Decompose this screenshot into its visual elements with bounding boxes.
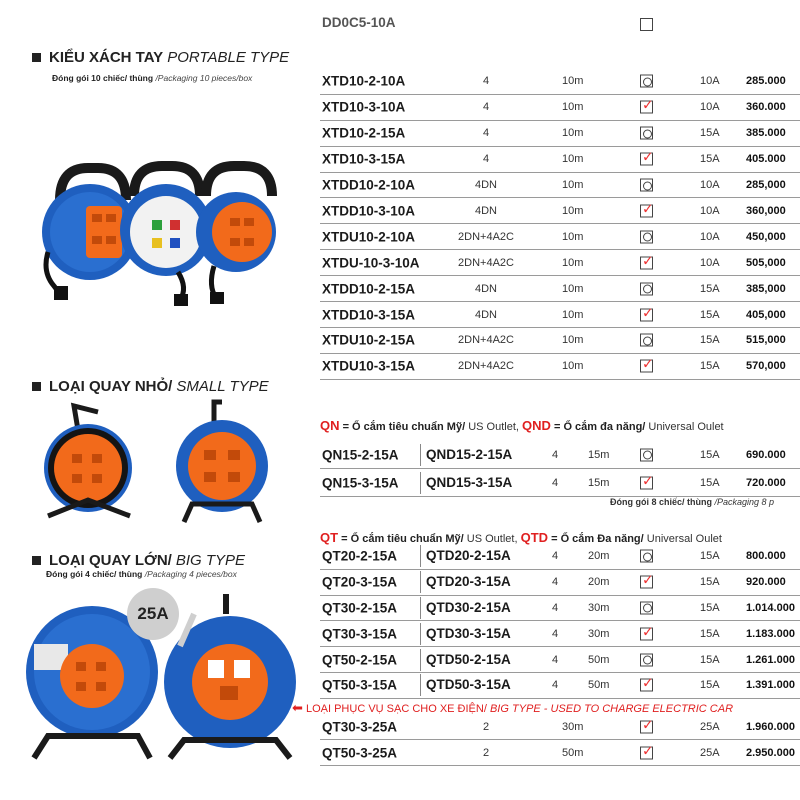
- section-title-en: BIG TYPE: [175, 552, 245, 569]
- qt-legend: [320, 530, 722, 545]
- radio-circle-icon: [640, 448, 653, 461]
- product-code-universal: QTD50-3-15A: [420, 674, 511, 696]
- product-code: QT30-2-15A: [322, 600, 398, 616]
- outlet-count: 4DN: [474, 204, 498, 217]
- cable-length: 15m: [588, 448, 610, 461]
- legend-text: = Ổ cắm tiêu chuẩn Mỹ/: [342, 421, 466, 433]
- price: 800.000: [746, 550, 786, 563]
- price: 515,000: [746, 334, 786, 347]
- big-reel-2: [164, 594, 296, 758]
- outlet-count: 4DN: [474, 308, 498, 321]
- product-code: QN15-2-15A: [322, 447, 399, 462]
- cable-length: 10m: [562, 282, 584, 295]
- amp-rating: 25A: [700, 720, 720, 733]
- legend-text-en: US Outlet,: [468, 421, 519, 433]
- section-title-big: [32, 552, 245, 569]
- table-row: [320, 250, 800, 276]
- table-row: [320, 69, 800, 95]
- product-code-universal: QTD20-2-15A: [420, 545, 511, 567]
- legend-code: QN: [320, 418, 340, 433]
- price: 1.183.000: [746, 627, 795, 640]
- legend-text-en: US Outlet,: [466, 533, 518, 545]
- radio-circle-icon: [640, 127, 653, 140]
- amp-rating: 15A: [700, 627, 720, 640]
- outlet-count: 4: [482, 75, 490, 88]
- outlet-count: 4: [552, 653, 559, 666]
- outlet-count: 4: [552, 601, 559, 614]
- table-row: [320, 95, 800, 121]
- product-code: QT50-3-25A: [322, 745, 398, 760]
- section-title-portable: [32, 49, 289, 66]
- outlet-count: 4: [482, 101, 490, 114]
- cable-length: 10m: [562, 75, 584, 88]
- cable-length: 10m: [562, 204, 584, 217]
- small-reels-image: [38, 400, 278, 530]
- product-code: QT20-3-15A: [322, 574, 398, 590]
- outlet-count: 4: [552, 476, 559, 489]
- table-row: [320, 199, 800, 225]
- price: 920.000: [746, 576, 786, 589]
- cable-length: 10m: [562, 101, 584, 114]
- product-code: XTDD10-2-10A: [322, 177, 416, 193]
- price: 505,000: [746, 256, 786, 269]
- outlet-count: 2DN+4A2C: [458, 334, 514, 347]
- radio-circle-icon: [640, 75, 653, 88]
- cable-length: 50m: [588, 653, 610, 666]
- product-code: QT50-3-15A: [322, 677, 398, 693]
- outlet-count: 4: [552, 550, 559, 563]
- cable-length: 30m: [588, 627, 610, 640]
- checkbox-tick-icon: [640, 720, 653, 733]
- table-row: [320, 621, 800, 647]
- amp-rating: 15A: [700, 127, 720, 140]
- amp-rating: 10A: [700, 256, 720, 269]
- table-row: [320, 147, 800, 173]
- radio-circle-icon: [640, 601, 653, 614]
- small-reel-1: [44, 406, 132, 516]
- amp-rating: 15A: [700, 448, 720, 461]
- table-row: [320, 354, 800, 380]
- radio-circle-icon: [640, 653, 653, 666]
- amp-badge: 25A: [127, 588, 179, 640]
- amp-rating: 15A: [700, 153, 720, 166]
- radio-circle-icon: [640, 550, 653, 563]
- qn-packaging-note: [610, 497, 774, 507]
- product-code: XTDU10-2-15A: [322, 332, 416, 348]
- radio-circle-icon: [640, 282, 653, 295]
- checkbox-tick-icon: [640, 476, 653, 489]
- table-row: [320, 544, 800, 570]
- price: 1.960.000: [746, 720, 795, 733]
- note-text-en: /Packaging 8 p: [714, 497, 775, 507]
- product-code: XTDU10-2-10A: [322, 229, 416, 245]
- product-code-universal: QTD20-3-15A: [420, 571, 511, 593]
- price: 1.391.000: [746, 679, 795, 692]
- outlet-count: 4: [552, 679, 559, 692]
- product-code: XTD10-3-15A: [322, 151, 406, 167]
- checkbox-tick-icon: [640, 153, 653, 166]
- product-code: QT30-3-15A: [322, 626, 398, 642]
- product-code: QN15-3-15A: [322, 475, 399, 490]
- price: 405.000: [746, 153, 786, 166]
- product-code: XTD10-2-10A: [322, 73, 406, 89]
- cable-length: 10m: [562, 179, 584, 192]
- table-row: [320, 224, 800, 250]
- amp-rating: 25A: [700, 746, 720, 759]
- packaging-text-en: /Packaging 4 pieces/box: [144, 569, 237, 579]
- portable-reel-3: [196, 166, 276, 304]
- table-row: [320, 276, 800, 302]
- cable-length: 10m: [562, 334, 584, 347]
- cable-length: 10m: [562, 153, 584, 166]
- outlet-count: 4DN: [474, 179, 498, 192]
- cable-length: 20m: [588, 550, 610, 563]
- table-row: [320, 596, 800, 622]
- legend-text: = Ổ cắm đa năng/: [553, 421, 646, 433]
- product-code-universal: QND15-3-15A: [420, 472, 512, 494]
- packaging-note-portable: [52, 73, 252, 83]
- price: 360,000: [746, 204, 786, 217]
- price: 720.000: [746, 476, 786, 489]
- note-text: Đóng gói 8 chiếc/ thùng: [610, 497, 712, 507]
- cable-length: 10m: [562, 256, 584, 269]
- cable-length: 15m: [588, 476, 610, 489]
- price: 285.000: [746, 75, 786, 88]
- amp-rating: 15A: [700, 550, 720, 563]
- top-cut-row: [320, 15, 800, 42]
- table-row: [320, 673, 800, 699]
- radio-circle-icon: [640, 179, 653, 192]
- product-code: XTD10-2-15A: [322, 125, 406, 141]
- outlet-count: 4: [482, 153, 490, 166]
- checkbox-tick-icon: [640, 256, 653, 269]
- outlet-count: 2: [482, 746, 490, 759]
- price: 570,000: [746, 360, 786, 373]
- table-row: [320, 570, 800, 596]
- amp-rating: 10A: [700, 230, 720, 243]
- section-title-en: SMALL TYPE: [176, 378, 269, 395]
- outlet-count: 2DN+4A2C: [458, 230, 514, 243]
- product-code-universal: QND15-2-15A: [420, 444, 512, 466]
- outlet-count: 4: [552, 448, 559, 461]
- amp-rating: 10A: [700, 101, 720, 114]
- amp-rating: 15A: [700, 308, 720, 321]
- checkbox-tick-icon: [640, 576, 653, 589]
- legend-text: = Ổ cắm Đa năng/: [551, 533, 644, 545]
- amp-rating: 10A: [700, 204, 720, 217]
- checkbox-tick-icon: [640, 308, 653, 321]
- legend-code: QTD: [520, 530, 549, 545]
- amp-rating: 15A: [700, 334, 720, 347]
- price: 690.000: [746, 448, 786, 461]
- section-title-small: [32, 378, 269, 395]
- price: 1.014.000: [746, 601, 795, 614]
- small-reel-2: [176, 402, 268, 522]
- amp-rating: 15A: [700, 601, 720, 614]
- table-row: [320, 441, 800, 469]
- checkbox-tick-icon: [640, 360, 653, 373]
- product-code: XTDU-10-3-10A: [322, 255, 420, 271]
- outlet-count: 4: [482, 127, 490, 140]
- ev-text-en: BIG TYPE - USED TO CHARGE ELECTRIC CAR: [489, 703, 734, 715]
- section-title-en: PORTABLE TYPE: [167, 49, 290, 66]
- outlet-count: 2: [482, 720, 490, 733]
- price: 450,000: [746, 230, 786, 243]
- product-code-universal: QTD30-3-15A: [420, 623, 511, 645]
- checkbox-tick-icon: [640, 627, 653, 640]
- section-title-text: LOẠI QUAY LỚN/: [49, 552, 172, 569]
- legend-code: QND: [522, 418, 551, 433]
- bullet-square-icon: [32, 382, 41, 391]
- switch-icon: [640, 18, 653, 31]
- amp-rating: 15A: [700, 653, 720, 666]
- arrow-left-icon: ⬅: [292, 700, 303, 715]
- top-cut-code: DD0C5-10A: [322, 15, 396, 30]
- cable-length: 50m: [588, 679, 610, 692]
- legend-code: QT: [320, 530, 339, 545]
- cable-length: 50m: [562, 746, 584, 759]
- price: 385.000: [746, 127, 786, 140]
- amp-rating: 10A: [700, 75, 720, 88]
- portable-reels-image: [38, 162, 278, 312]
- qn-legend: [320, 418, 724, 433]
- table-row: [320, 121, 800, 147]
- product-code: XTDU10-3-15A: [322, 358, 416, 374]
- price: 385,000: [746, 282, 786, 295]
- product-code: XTDD10-3-10A: [322, 203, 416, 219]
- cable-length: 20m: [588, 576, 610, 589]
- bullet-square-icon: [32, 53, 41, 62]
- legend-text-en: Universal Oulet: [648, 421, 724, 433]
- outlet-count: 2DN+4A2C: [458, 360, 514, 373]
- checkbox-tick-icon: [640, 679, 653, 692]
- checkbox-tick-icon: [640, 746, 653, 759]
- product-code: QT30-3-25A: [322, 719, 398, 734]
- price: 360.000: [746, 101, 786, 114]
- table-row: [320, 173, 800, 199]
- table-row: [320, 328, 800, 354]
- product-code: XTDD10-3-15A: [322, 307, 416, 323]
- packaging-text: Đóng gói 10 chiếc/ thùng: [52, 73, 154, 83]
- amp-rating: 15A: [700, 476, 720, 489]
- outlet-count: 2DN+4A2C: [458, 256, 514, 269]
- cable-length: 10m: [562, 360, 584, 373]
- amp-rating: 15A: [700, 360, 720, 373]
- outlet-count: 4DN: [474, 282, 498, 295]
- table-row: [320, 469, 800, 497]
- cable-length: 10m: [562, 230, 584, 243]
- cable-length: 10m: [562, 308, 584, 321]
- checkbox-tick-icon: [640, 101, 653, 114]
- price: 2.950.000: [746, 746, 795, 759]
- cable-length: 30m: [588, 601, 610, 614]
- section-title-text: LOẠI QUAY NHỎ/: [49, 378, 173, 395]
- section-title-text: KIỂU XÁCH TAY: [49, 49, 164, 66]
- table-row: [320, 714, 800, 740]
- outlet-count: 4: [552, 576, 559, 589]
- cable-length: 10m: [562, 127, 584, 140]
- packaging-note-big: [46, 569, 237, 579]
- product-code-universal: QTD50-2-15A: [420, 649, 511, 671]
- amp-rating: 15A: [700, 679, 720, 692]
- product-code-universal: QTD30-2-15A: [420, 597, 511, 619]
- table-row: [320, 302, 800, 328]
- amp-rating: 10A: [700, 179, 720, 192]
- product-code: QT50-2-15A: [322, 652, 398, 668]
- price: 405,000: [746, 308, 786, 321]
- amp-rating: 15A: [700, 576, 720, 589]
- cable-length: 30m: [562, 720, 584, 733]
- product-code: QT20-2-15A: [322, 548, 398, 564]
- price: 285,000: [746, 179, 786, 192]
- radio-circle-icon: [640, 334, 653, 347]
- checkbox-tick-icon: [640, 204, 653, 217]
- legend-text-en: Universal Oulet: [646, 533, 722, 545]
- price: 1.261.000: [746, 653, 795, 666]
- packaging-text: Đóng gói 4 chiếc/ thùng: [46, 569, 143, 579]
- outlet-count: 4: [552, 627, 559, 640]
- radio-circle-icon: [640, 230, 653, 243]
- legend-text: = Ổ cắm tiêu chuẩn Mỹ/: [341, 533, 464, 545]
- table-row: [320, 647, 800, 673]
- ev-text: LOẠI PHỤC VỤ SẠC CHO XE ĐIỆN/: [305, 703, 487, 715]
- product-code: XTDD10-2-15A: [322, 281, 416, 297]
- table-row: [320, 740, 800, 766]
- packaging-text-en: /Packaging 10 pieces/box: [155, 73, 253, 83]
- bullet-square-icon: [32, 556, 41, 565]
- product-code: XTD10-3-10A: [322, 99, 406, 115]
- amp-rating: 15A: [700, 282, 720, 295]
